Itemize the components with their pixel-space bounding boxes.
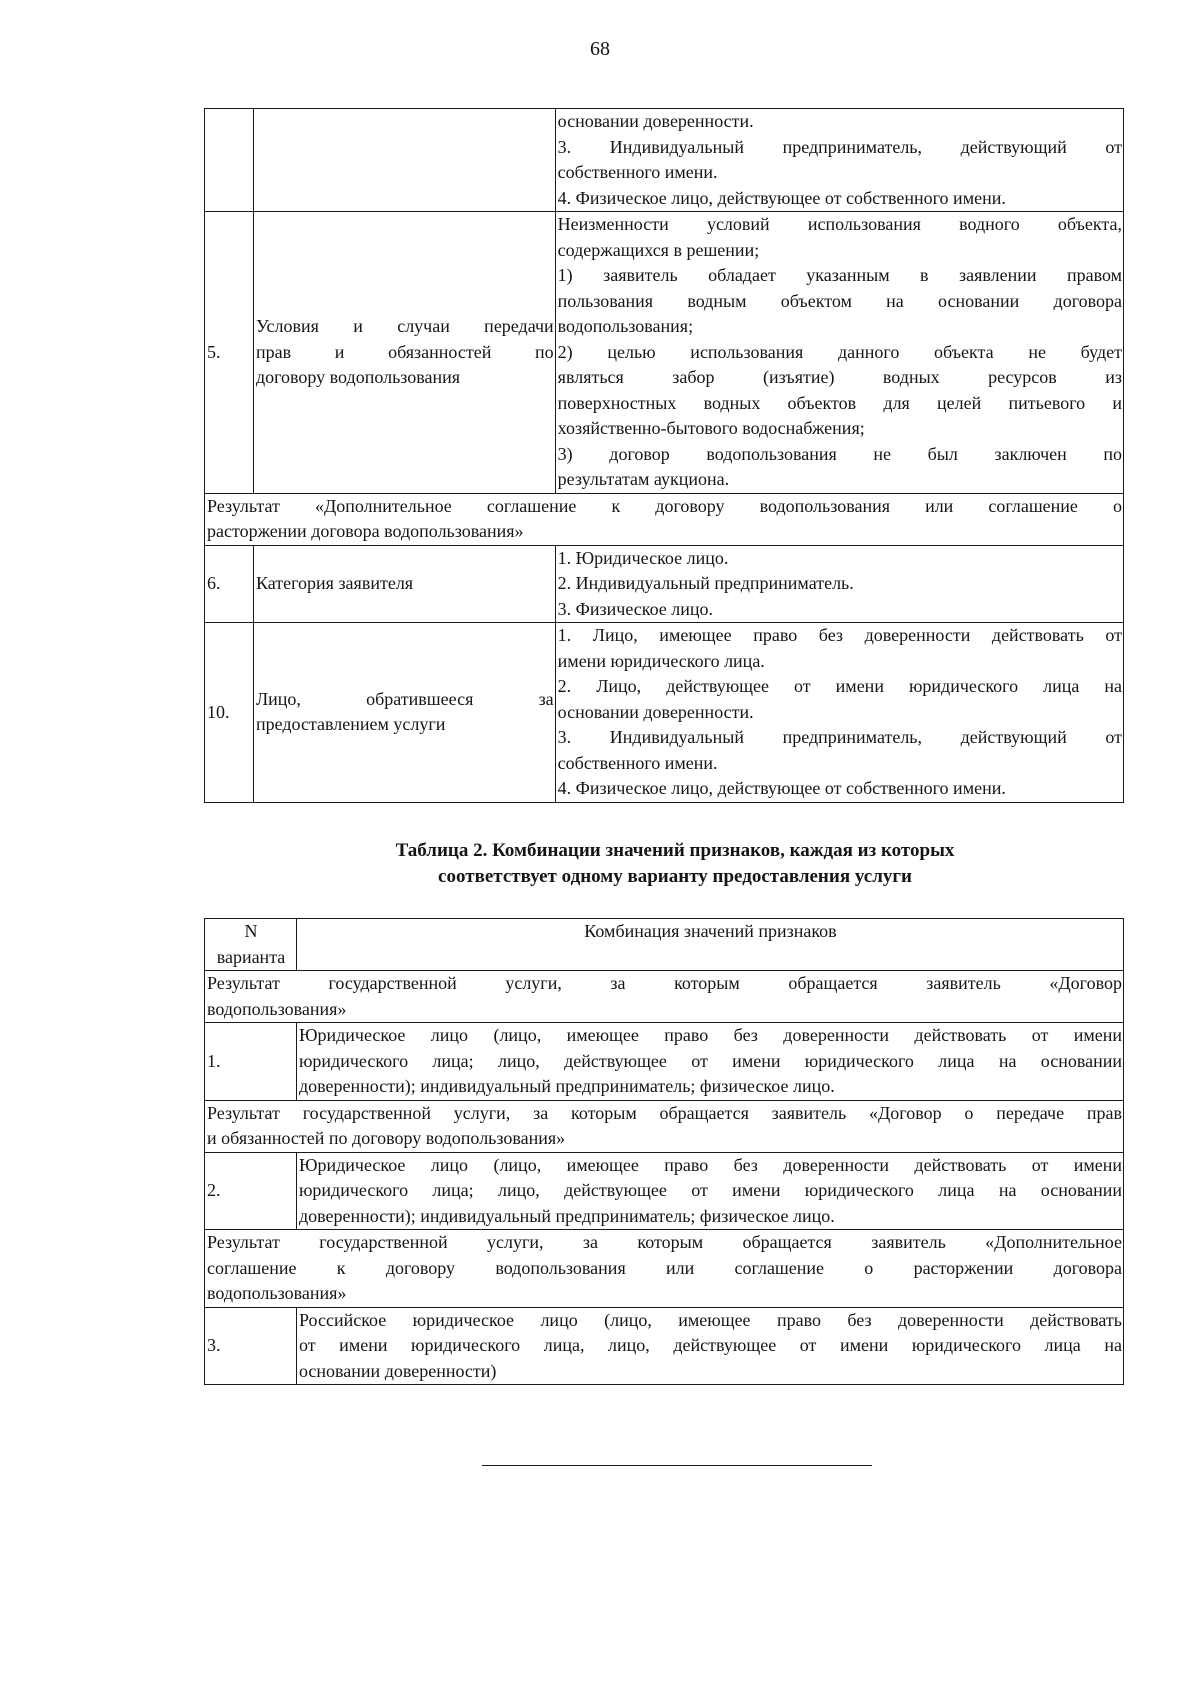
header-line: N	[244, 921, 258, 941]
table-row-6	[205, 545, 1124, 623]
combination-cell	[296, 1023, 1123, 1101]
combination-cell	[296, 1307, 1123, 1385]
combination-cell	[296, 1152, 1123, 1230]
value-line: 1. Юридическое лицо.	[557, 547, 729, 568]
value-line: собственного имени.	[557, 752, 718, 773]
footer-rule	[482, 1465, 872, 1466]
table-header-row	[205, 919, 1124, 971]
values-cell	[555, 545, 1123, 623]
criterion-line: договору водопользования	[255, 367, 461, 387]
criterion-cell	[253, 109, 555, 212]
criterion-cell	[253, 623, 555, 803]
criterion-cell	[253, 212, 555, 494]
row-number-cell	[205, 109, 254, 212]
table-row-variant-1	[205, 1023, 1124, 1101]
value-line: содержащихся в решении;	[557, 239, 760, 260]
combination-line: Юридическое лицо (лицо, имеющее право без доверенности действовать от имени	[298, 1154, 1122, 1175]
result-line: Результат государственной услуги, за которым обращается заявитель «Договор о передаче прав	[207, 1102, 1122, 1123]
criterion-line: предоставлением услуги	[255, 714, 446, 735]
combination-line: основании доверенности)	[298, 1360, 497, 1381]
table-1	[204, 108, 1124, 803]
row-number-cell: 10.	[205, 623, 254, 803]
value-line: являться забор (изъятие) водных ресурсов из	[557, 367, 1122, 387]
value-line: 2) целью использования данного объекта не будет	[557, 341, 1122, 362]
result-line: Результат государственной услуги, за которым обращается заявитель «Дополнительное	[207, 1232, 1122, 1252]
variant-number-cell: 3.	[205, 1307, 297, 1385]
table-row-result	[205, 493, 1124, 545]
caption-line: Таблица 2. Комбинации значений признаков, каждая из которых	[395, 840, 955, 861]
value-line: 3. Индивидуальный предприниматель, действующий от	[557, 136, 1122, 157]
table-row-result	[205, 971, 1124, 1023]
row-number-cell: 5.	[205, 212, 254, 494]
value-line: 1. Лицо, имеющее право без доверенности действовать от	[557, 625, 1122, 645]
value-line: 1) заявитель обладает указанным в заявлении правом	[557, 265, 1122, 285]
combination-line: от имени юридического лица, лицо, действующее от имени юридического лица на	[298, 1335, 1122, 1355]
table-2	[204, 918, 1124, 1385]
value-line: 3. Индивидуальный предприниматель, действующий от	[557, 727, 1122, 747]
value-line: хозяйственно-бытового водоснабжения;	[557, 418, 865, 438]
value-line: 3. Физическое лицо.	[557, 598, 714, 619]
result-line: водопользования»	[207, 998, 347, 1019]
combination-line: юридического лица; лицо, действующее от имени юридического лица на основании	[298, 1180, 1122, 1200]
result-cell	[205, 971, 1124, 1023]
value-line: водопользования;	[557, 316, 694, 336]
caption-line: соответствует одному варианту предоставления услуги	[438, 866, 912, 887]
values-cell	[555, 109, 1123, 212]
result-line: и обязанностей по договору водопользования»	[207, 1128, 566, 1148]
combination-line: юридического лица; лицо, действующее от имени юридического лица на основании	[298, 1050, 1122, 1071]
result-line: соглашение к договору водопользования или соглашение о расторжении договора	[207, 1257, 1122, 1278]
result-line: водопользования»	[207, 1283, 347, 1303]
result-line: расторжении договора водопользования»	[207, 521, 524, 541]
row-number-cell: 6.	[205, 545, 254, 623]
value-line: результатам аукциона.	[557, 469, 730, 489]
combination-line: Российское юридическое лицо (лицо, имеющее право без доверенности действовать	[298, 1309, 1122, 1330]
value-line: Неизменности условий использования водного объекта,	[557, 214, 1122, 234]
table-row-variant-3	[205, 1307, 1124, 1385]
values-cell	[555, 212, 1123, 494]
values-cell	[555, 623, 1123, 803]
criterion-cell: Категория заявителя	[253, 545, 555, 623]
value-line: поверхностных водных объектов для целей питьевого и	[557, 392, 1122, 413]
value-line: 4. Физическое лицо, действующее от собственного имени.	[557, 778, 1006, 798]
result-cell	[205, 1230, 1124, 1308]
combination-line: доверенности); индивидуальный предприниматель; физическое лицо.	[298, 1205, 835, 1226]
value-line: пользования водным объектом на основании договора	[557, 290, 1122, 311]
page-number: 68	[590, 38, 610, 60]
criterion-line: Условия и случаи передачи	[255, 316, 554, 336]
table-row-continuation	[205, 109, 1124, 212]
combination-line: Юридическое лицо (лицо, имеющее право без доверенности действовать от имени	[298, 1025, 1122, 1045]
result-cell	[205, 1100, 1124, 1152]
table-row-result	[205, 1100, 1124, 1152]
value-line: 4. Физическое лицо, действующее от собственного имени.	[557, 187, 1006, 208]
value-line: 2. Индивидуальный предприниматель.	[557, 573, 854, 593]
variant-number-header	[205, 919, 297, 971]
value-line: собственного имени.	[557, 162, 718, 182]
value-line: основании доверенности.	[557, 701, 754, 722]
criterion-line: прав и обязанностей по	[255, 341, 554, 362]
value-line: 3) договор водопользования не был заключен по	[557, 443, 1122, 464]
header-line: варианта	[216, 946, 286, 967]
combination-line: доверенности); индивидуальный предприниматель; физическое лицо.	[298, 1076, 835, 1096]
combination-header: Комбинация значений признаков	[296, 919, 1123, 971]
value-line: 2. Лицо, действующее от имени юридического лица на	[557, 676, 1122, 696]
value-line: основании доверенности.	[557, 111, 754, 131]
table-row-variant-2	[205, 1152, 1124, 1230]
result-line: Результат государственной услуги, за которым обращается заявитель «Договор	[207, 973, 1122, 993]
result-line: Результат «Дополнительное соглашение к договору водопользования или соглашение о	[207, 495, 1122, 516]
table-row-5	[205, 212, 1124, 494]
variant-number-cell: 2.	[205, 1152, 297, 1230]
table-row-result	[205, 1230, 1124, 1308]
variant-number-cell: 1.	[205, 1023, 297, 1101]
table-row-10	[205, 623, 1124, 803]
table-2-caption	[0, 838, 1200, 890]
value-line: имени юридического лица.	[557, 650, 765, 671]
result-cell	[205, 493, 1124, 545]
criterion-line: Лицо, обратившееся за	[255, 688, 554, 709]
